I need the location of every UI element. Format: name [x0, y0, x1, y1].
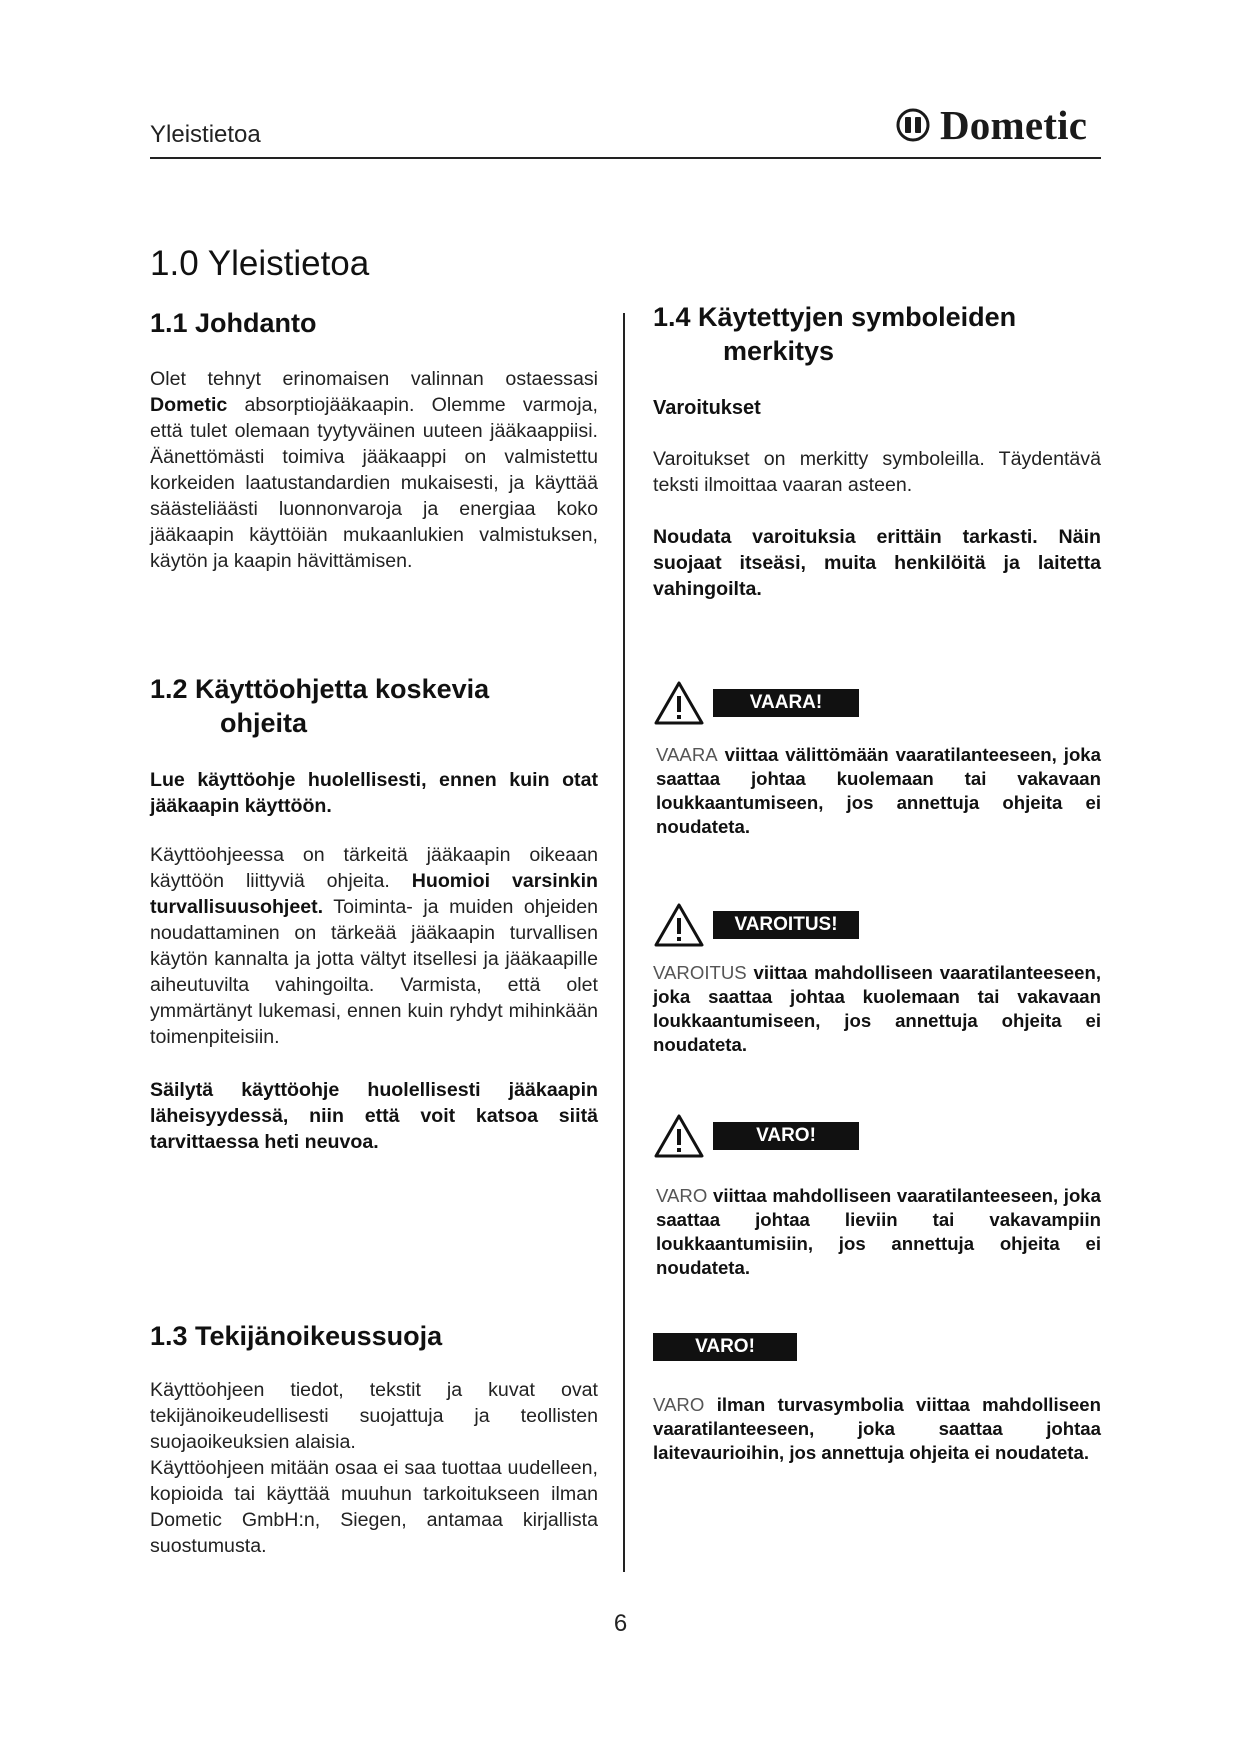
dometic-logo-icon [896, 108, 930, 142]
heading-intro: 1.1 Johdanto [150, 308, 317, 338]
intro-paragraph [150, 366, 598, 574]
warning-triangle-icon [653, 1113, 705, 1159]
manual-text-start: Käyttöohjeessa on tärkeitä jääkaapin oikeaan käyttöön liittyviä ohjeita. [150, 844, 598, 892]
header-title: Yleistietoa [150, 121, 261, 148]
heading-symbols-line1: 1.4 Käytettyjen symboleiden [653, 302, 1017, 332]
heading-manual-notes-line1: 1.2 Käyttöohjetta koskevia [150, 674, 490, 704]
heading-manual-notes-line2: ohjeita [220, 708, 308, 738]
page-number: 6 [613, 1610, 628, 1637]
warnings-bold-notice: Noudata varoituksia erittäin tarkasti. Näin suojaat itseäsi, muita henkilöitä ja laitetta vahingoilta. [653, 526, 1101, 600]
badge-danger: VAARA! [713, 689, 859, 717]
intro-text-rest: absorptiojääkaapin. Olemme varmoja, että tulet olemaan tyytyväinen uuteen jääkaappiisi. Äänettömästi toimiva jääkaappi on valmistettu korkeiden laatustandardien mukaisesti, ja käyttää säästeliäästi luonnonvaroja ja energiaa koko jääkaapin käyttöiän mukaanlukien valmistuksen, käytön ja kaapin hävittämisen. [150, 394, 598, 572]
warning-danger-row [653, 680, 859, 726]
warning-caution-no-symbol-text [653, 1393, 1101, 1465]
copyright-paragraph-2: Käyttöohjeen mitään osaa ei saa tuottaa uudelleen, kopioida tai käyttää muuhun tarkoitukseen ilman Dometic GmbH:n, Siegen, antamaa kirjallista suostumusta. [150, 1457, 598, 1557]
warnings-subheading: Varoitukset [653, 397, 761, 419]
warning-caution-no-symbol-keyword: VARO [653, 1394, 705, 1415]
intro-text-start: Olet tehnyt erinomaisen valinnan ostaessasi [150, 368, 598, 390]
warning-caution-description: viittaa mahdolliseen vaaratilanteeseen, joka saattaa johtaa lieviin tai vakavampiin loukkaantumisiin, jos annettuja ohjeita ei noudateta. [656, 1185, 1101, 1278]
intro-brand-bold: Dometic [150, 394, 228, 416]
warning-caution-row [653, 1113, 859, 1159]
manual-keep-notice: Säilytä käyttöohje huolellisesti jääkaapin läheisyydessä, niin että voit katsoa siitä tarvittaessa heti neuvoa. [150, 1079, 598, 1153]
warning-alert-keyword: VAROITUS [653, 962, 747, 983]
brand-logo [896, 101, 1087, 149]
warning-alert-row [653, 902, 859, 948]
badge-caution: VARO! [713, 1122, 859, 1150]
warnings-paragraph: Varoitukset on merkitty symboleilla. Täydentävä teksti ilmoittaa vaaran asteen. [653, 448, 1101, 496]
warning-caution-no-symbol-description: ilman turvasymbolia viittaa mahdolliseen vaaratilanteeseen, joka saattaa johtaa laitevaurioihin, jos annettuja ohjeita ei noudateta. [653, 1394, 1101, 1463]
warning-alert-text [653, 961, 1101, 1057]
warning-danger-description: viittaa välittömään vaaratilanteeseen, joka saattaa johtaa kuolemaan tai vakavaan loukkaantumiseen, jos annettuja ohjeita ei noudateta. [656, 744, 1101, 837]
badge-alert: VAROITUS! [713, 911, 859, 939]
badge-caution-no-symbol: VARO! [653, 1333, 797, 1361]
heading-symbols [653, 300, 1101, 368]
manual-paragraph [150, 842, 598, 1050]
heading-symbols-line2: merkitys [723, 336, 835, 366]
manual-text-rest: Toiminta- ja muiden ohjeiden noudattaminen on tärkeää jääkaapin turvallisen käytön kannalta ja jotta vältyt itsellesi ja jääkaapille aiheutuvilta vahingoilta. Varmista, että olet ymmärtänyt lukemasi, ennen kuin ryhdyt mihinkään toimenpiteisiin. [150, 896, 598, 1048]
column-divider [623, 313, 625, 1572]
section-title: 1.0 Yleistietoa [150, 244, 370, 283]
warning-danger-keyword: VAARA [656, 744, 718, 765]
manual-read-notice: Lue käyttöohje huolellisesti, ennen kuin otat jääkaapin käyttöön. [150, 769, 598, 817]
copyright-paragraph-1: Käyttöohjeen tiedot, tekstit ja kuvat ovat tekijänoikeudellisesti suojattuja ja teollisten suojaoikeuksien alaisia. [150, 1379, 598, 1453]
header-rule [150, 157, 1101, 159]
heading-manual-notes [150, 672, 598, 740]
warning-triangle-icon [653, 680, 705, 726]
brand-name: Dometic [940, 102, 1088, 148]
manual-safety-bold: Huomioi varsinkin turvallisuusohjeet. [150, 870, 598, 918]
warning-alert-description: viittaa mahdolliseen vaaratilanteeseen, joka saattaa johtaa kuolemaan tai vakavaan loukkaantumiseen, jos annettuja ohjeita ei noudateta. [653, 962, 1101, 1055]
warning-caution-text [656, 1184, 1101, 1280]
warning-danger-text [656, 743, 1101, 839]
warning-triangle-icon [653, 902, 705, 948]
warning-caution-keyword: VARO [656, 1185, 708, 1206]
heading-copyright: 1.3 Tekijänoikeussuoja [150, 1321, 443, 1351]
